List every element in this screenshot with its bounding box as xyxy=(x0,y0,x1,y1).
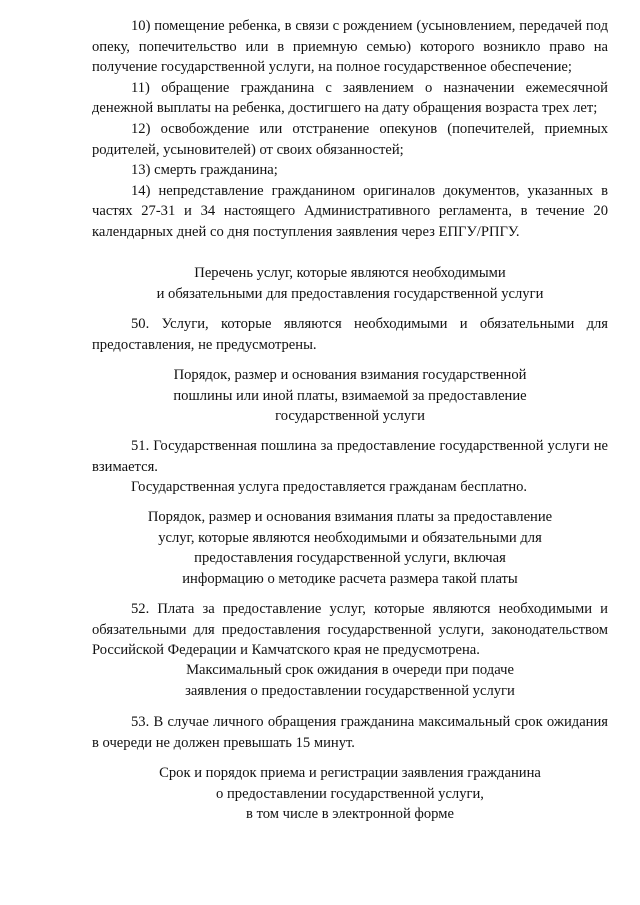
section-heading-queue-time xyxy=(92,660,608,701)
section-heading-state-duty xyxy=(92,365,608,427)
paragraph-52: 52. Плата за предоставление услуг, которые являются необходимыми и обязательными для предоставления государственной услуги, законодательством Российской Федерации и Камчатского края не предусмотрена. xyxy=(92,601,608,659)
heading-line: заявления о предоставлении государственной услуги xyxy=(185,682,515,699)
paragraph-53-block xyxy=(92,712,608,753)
heading-line: предоставления государственной услуги, включая xyxy=(194,550,506,567)
heading-line: Перечень услуг, которые являются необходимыми xyxy=(194,265,506,281)
heading-line: государственной услуги xyxy=(275,408,425,425)
list-item: 14) непредставление гражданином оригиналов документов, указанных в частях 27-31 и 34 настоящего Административного регламента, в течение 20 календарных дней со дня поступления заявления через ЕПГУ/РПГУ. xyxy=(92,182,608,240)
paragraph-52-block xyxy=(92,599,608,661)
list-item: 10) помещение ребенка, в связи с рождением (усыновлением, передачей под опеку, попечительство или в приемную семью) которого возникло право на получение государственной услуги, на полное государственное обеспечение; xyxy=(92,18,608,76)
heading-line: в том числе в электронной форме xyxy=(246,806,454,823)
paragraph-51: 51. Государственная пошлина за предоставление государственной услуги не взимается. xyxy=(92,438,608,475)
heading-line: о предоставлении государственной услуги, xyxy=(216,785,484,802)
heading-line: пошлины или иной платы, взимаемой за предоставление xyxy=(173,387,527,404)
heading-line: Срок и порядок приема и регистрации заявления гражданина xyxy=(159,765,541,781)
section-heading-registration xyxy=(92,763,608,825)
heading-line: услуг, которые являются необходимыми и обязательными для xyxy=(158,529,542,546)
paragraph-50-block xyxy=(92,314,608,355)
list-items-block xyxy=(92,16,608,243)
heading-line: Максимальный срок ожидания в очереди при подаче xyxy=(186,662,514,678)
paragraph-51-block xyxy=(92,436,608,498)
list-item: 13) смерть гражданина; xyxy=(131,162,278,179)
paragraph-50: 50. Услуги, которые являются необходимыми и обязательными для предоставления, не предусмотрены. xyxy=(92,316,608,353)
paragraph-51-free: Государственная услуга предоставляется гражданам бесплатно. xyxy=(131,479,528,496)
list-item: 12) освобождение или отстранение опекунов (попечителей, приемных родителей, усыновителей) от своих обязанностей; xyxy=(92,120,608,158)
heading-line: Порядок, размер и основания взимания платы за предоставление xyxy=(147,509,553,525)
heading-line: информацию о методике расчета размера такой платы xyxy=(182,570,518,587)
heading-line: и обязательными для предоставления государственной услуги xyxy=(156,285,544,302)
heading-line: Порядок, размер и основания взимания государственной xyxy=(173,367,527,383)
section-heading-services-list xyxy=(92,263,608,304)
paragraph-53: 53. В случае личного обращения гражданина максимальный срок ожидания в очереди не должен превышать 15 минут. xyxy=(92,714,608,751)
list-item: 11) обращение гражданина с заявлением о назначении ежемесячной денежной выплаты на ребенка, достигшего на дату обращения возраста трех лет; xyxy=(92,79,608,117)
section-heading-fee-procedure xyxy=(92,507,608,589)
